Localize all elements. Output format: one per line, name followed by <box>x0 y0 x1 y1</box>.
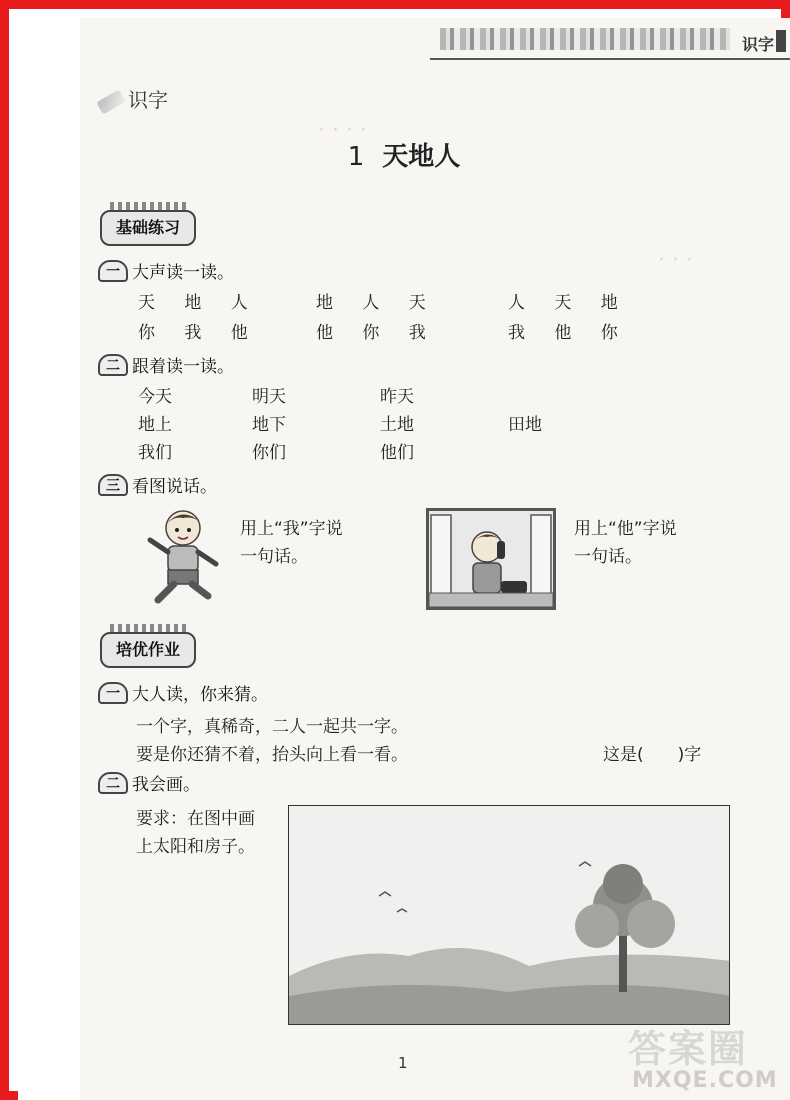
read-aloud-cell: 他 你 我 <box>316 323 438 343</box>
binding-margin <box>18 18 80 1100</box>
advanced-2-heading <box>98 770 200 795</box>
advanced-1-heading <box>98 680 268 705</box>
read-aloud-cell: 我 他 你 <box>508 323 630 343</box>
riddle-answer-blank: 这是( )字 <box>603 745 702 765</box>
exercise-badge: 一 <box>98 682 128 704</box>
follow-read-word: 田地 <box>508 415 542 435</box>
exercise-1-label: 大声读一读。 <box>132 263 234 283</box>
worksheet-page <box>18 18 790 1100</box>
landscape-illustration <box>289 806 730 1025</box>
section-tag-label: 识字 <box>128 88 168 112</box>
follow-read-word: 明天 <box>252 387 286 407</box>
exercise-2-label: 跟着读一读。 <box>132 357 234 377</box>
basic-practice-banner: 基础练习 <box>100 210 196 246</box>
window-phone-illustration <box>426 508 556 610</box>
follow-read-word: 地上 <box>138 415 172 435</box>
read-aloud-cell: 天 地 人 <box>138 293 260 313</box>
header-decoration <box>440 28 730 50</box>
follow-read-word: 地下 <box>252 415 286 435</box>
read-aloud-cell: 你 我 他 <box>138 323 260 343</box>
exercise-badge: 二 <box>98 354 128 376</box>
exercise-badge: 三 <box>98 474 128 496</box>
header-label: 识字 <box>741 35 774 54</box>
lesson-number: 1 <box>347 142 365 172</box>
riddle-line: 要是你还猜不着，抬头向上看一看。 <box>136 745 408 765</box>
exercise-3-heading <box>98 472 217 497</box>
picture-talk-prompt-right: 一句话。 <box>574 547 642 567</box>
bleed-through-text: · · · · <box>318 118 367 143</box>
advanced-homework-banner: 培优作业 <box>100 632 196 668</box>
follow-read-word: 你们 <box>252 443 286 463</box>
watermark-url: MXQE.COM <box>632 1068 778 1093</box>
read-aloud-cell: 地 人 天 <box>316 293 438 313</box>
lesson-title-text: 天地人 <box>382 142 461 172</box>
follow-read-word: 我们 <box>138 443 172 463</box>
follow-read-word: 土地 <box>380 415 414 435</box>
exercise-badge: 二 <box>98 772 128 794</box>
lesson-title <box>18 136 790 173</box>
bleed-through-text: · · · <box>658 248 693 273</box>
section-tag <box>98 84 168 113</box>
running-boy-illustration <box>138 506 228 606</box>
drawing-area[interactable] <box>288 805 730 1025</box>
exercise-badge: 一 <box>98 260 128 282</box>
header-bar <box>430 28 790 60</box>
read-aloud-cell: 人 天 地 <box>508 293 630 313</box>
exercise-2-heading <box>98 352 234 377</box>
advanced-1-label: 大人读，你来猜。 <box>132 685 268 705</box>
follow-read-word: 今天 <box>138 387 172 407</box>
drawing-requirement: 要求：在图中画 <box>136 809 255 829</box>
follow-read-word: 昨天 <box>380 387 414 407</box>
riddle-line: 一个字，真稀奇，二人一起共一字。 <box>136 717 408 737</box>
watermark-logo: 答案圈 <box>628 1027 749 1071</box>
pencil-icon <box>96 89 126 114</box>
advanced-2-label: 我会画。 <box>132 775 200 795</box>
drawing-requirement: 上太阳和房子。 <box>136 837 255 857</box>
picture-talk-prompt-left: 用上“我”字说 <box>240 519 343 539</box>
page-number: 1 <box>398 1054 408 1072</box>
picture-talk-prompt-left: 一句话。 <box>240 547 308 567</box>
follow-read-word: 他们 <box>380 443 414 463</box>
exercise-3-label: 看图说话。 <box>132 477 217 497</box>
boy-on-phone-illustration <box>429 511 553 607</box>
exercise-1-heading <box>98 258 234 283</box>
picture-talk-prompt-right: 用上“他”字说 <box>574 519 677 539</box>
book-icon <box>776 30 786 52</box>
